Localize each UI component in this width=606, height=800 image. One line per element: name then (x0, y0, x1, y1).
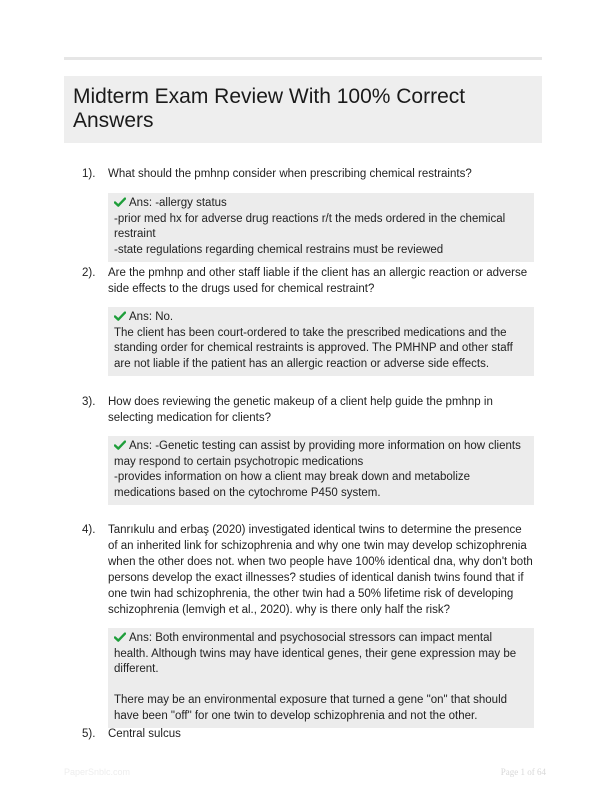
title-box (64, 76, 542, 143)
footer-watermark: PaperSnblc.com (64, 767, 131, 777)
page-title: Midterm Exam Review With 100% Correct Answers (73, 85, 466, 132)
answer-line: Ans: Both environmental and psychosocial stressors can impact mental health. Although twins may have identical genes, their gene expression may be different. (114, 632, 517, 675)
top-divider (64, 57, 542, 60)
check-icon (114, 440, 126, 450)
answer-line: Ans: -Genetic testing can assist by providing more information on how clients may respond to certain psychotropic medications (114, 440, 521, 468)
question-item (82, 726, 534, 742)
question-text: Are the pmhnp and other staff liable if the client has an allergic reaction or adverse side effects to the drugs used for chemical restraint? (108, 267, 528, 295)
question-number: 5). (82, 728, 96, 740)
question-text: Central sulcus (108, 728, 181, 740)
question-text: How does reviewing the genetic makeup of a client help guide the pmhnp in selecting medication for clients? (108, 396, 493, 424)
answer-line: -state regulations regarding chemical restrains must be reviewed (114, 243, 444, 256)
question-number: 2). (82, 267, 96, 279)
answer-box (108, 307, 534, 376)
answer-spacer (114, 678, 529, 694)
answer-box (108, 436, 534, 505)
question-number: 3). (82, 396, 96, 408)
answer-line: -provides information on how a client may break down and metabolize medications based on the cytochrome P450 system. (114, 471, 471, 499)
question-text: What should the pmhnp consider when prescribing chemical restraints? (108, 168, 472, 180)
question-item (82, 166, 534, 262)
check-icon (114, 311, 126, 321)
answer-line: The client has been court-ordered to take the prescribed medications and the standing order for chemical restraints is approved. The PMHNP and other staff are not liable if the patient has an allergic reaction or adverse side effects. (114, 326, 513, 370)
question-text: Tanrıkulu and erbaş (2020) investigated identical twins to determine the presence of an inherited link for schizophrenia and why one twin may develop schizophrenia when the other does not. when two people have 100% identical dna, why don't both persons develop the exact illnesses? studies of identical danish twins found that if one twin had schizophrenia, the other twin had a 50% lifetime risk of developing schizophrenia (lemvigh et al., 2020). why is there only half the risk? (108, 524, 533, 616)
question-item (82, 265, 534, 376)
answer-box (108, 193, 534, 262)
question-number: 4). (82, 524, 96, 536)
page-number: Page 1 of 64 (500, 767, 546, 777)
answer-line: There may be an environmental exposure that turned a gene "on" that should have been "off" for one twin to develop schizophrenia and not the other. (114, 694, 508, 722)
check-icon (114, 632, 126, 642)
answer-box (108, 628, 534, 728)
question-item (82, 522, 534, 728)
answer-line: -prior med hx for adverse drug reactions r/t the meds ordered in the chemical restraint (114, 212, 506, 240)
check-icon (114, 197, 126, 207)
answer-line: Ans: -allergy status (129, 197, 227, 209)
question-item (82, 394, 534, 505)
question-number: 1). (82, 168, 96, 180)
answer-line: Ans: No. (129, 311, 174, 323)
